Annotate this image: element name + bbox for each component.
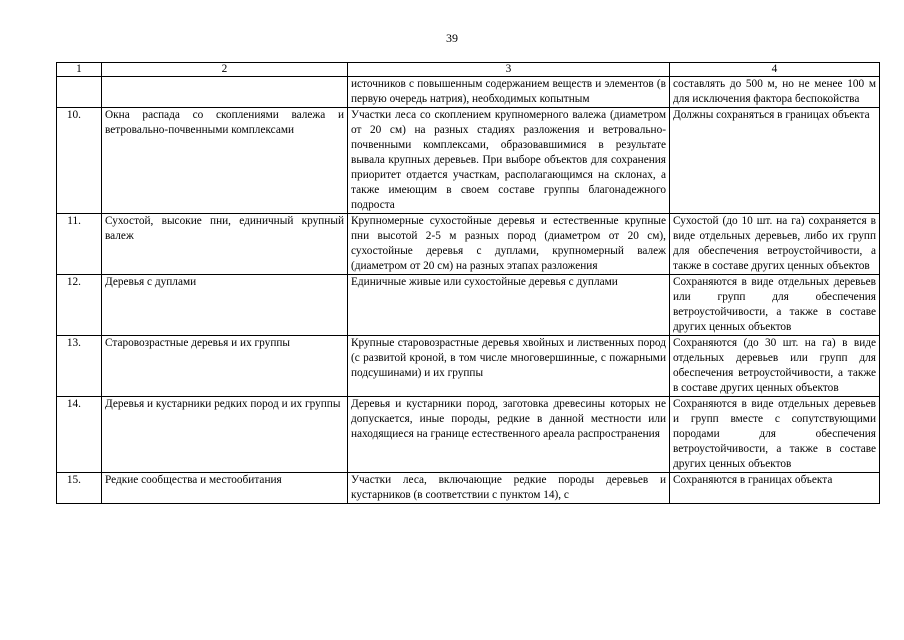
column-header-3: 3: [348, 63, 670, 77]
preservation-requirement: Сохраняются в виде отдельных деревьев и групп вместе с сопутствующими породами для обеспечения ветроустойчивости, а также в составе других ценных объектов: [670, 397, 880, 473]
row-number: 14.: [57, 397, 102, 473]
row-number: 13.: [57, 336, 102, 397]
object-description: Участки леса, включающие редкие породы деревьев и кустарников (в соответствии с пунктом 14), с: [348, 473, 670, 504]
row-number: 12.: [57, 275, 102, 336]
table-row: [57, 77, 880, 108]
table-row: [57, 214, 880, 275]
object-name: Окна распада со скоплениями валежа и ветровально-почвенными комплексами: [102, 108, 348, 214]
object-description: Крупномерные сухостойные деревья и естественные крупные пни высотой 2-5 м разных пород (диаметром от 20 см), сухостойные деревья с дуплами, крупномерный валеж (диаметром от 20 см) на разных этапах разложения: [348, 214, 670, 275]
preservation-requirement: Сохраняются в виде отдельных деревьев или групп для обеспечения ветроустойчивости, а также в составе других ценных объектов: [670, 275, 880, 336]
table-row: [57, 397, 880, 473]
object-name: [102, 77, 348, 108]
preservation-requirement: Сухостой (до 10 шт. на га) сохраняется в виде отдельных деревьев, либо их групп для обеспечения ветроустойчивости, а также в составе других ценных объектов: [670, 214, 880, 275]
object-name: Старовозрастные деревья и их группы: [102, 336, 348, 397]
table-row: [57, 336, 880, 397]
object-description: источников с повышенным содержанием веществ и элементов (в первую очередь натрия), необходимых копытным: [348, 77, 670, 108]
object-name: Деревья и кустарники редких пород и их группы: [102, 397, 348, 473]
preservation-requirement: Сохраняются (до 30 шт. на га) в виде отдельных деревьев или групп для обеспечения ветроустойчивости, а также в составе других ценных объектов: [670, 336, 880, 397]
table-row: [57, 473, 880, 504]
row-number: 15.: [57, 473, 102, 504]
object-description: Крупные старовозрастные деревья хвойных и лиственных пород (с развитой кроной, в том числе многовершинные, с пожарными подсушинами) и их группы: [348, 336, 670, 397]
table-row: [57, 108, 880, 214]
column-header-4: 4: [670, 63, 880, 77]
object-name: Редкие сообщества и местообитания: [102, 473, 348, 504]
preservation-requirement: составлять до 500 м, но не менее 100 м для исключения фактора беспокойства: [670, 77, 880, 108]
row-number: 10.: [57, 108, 102, 214]
row-number: 11.: [57, 214, 102, 275]
criteria-table: [56, 62, 880, 504]
preservation-requirement: Должны сохраняться в границах объекта: [670, 108, 880, 214]
object-name: Деревья с дуплами: [102, 275, 348, 336]
column-header-2: 2: [102, 63, 348, 77]
object-description: Единичные живые или сухостойные деревья с дуплами: [348, 275, 670, 336]
table-row: [57, 275, 880, 336]
object-name: Сухостой, высокие пни, единичный крупный валеж: [102, 214, 348, 275]
table-header-row: [57, 63, 880, 77]
row-number: [57, 77, 102, 108]
object-description: Участки леса со скоплением крупномерного валежа (диаметром от 20 см) на разных стадиях разложения и ветровально-почвенными комплексами, образовавшимися в результате вывала крупных деревьев. При выборе объектов для сохранения приоритет отдается участкам, располагающимся на склонах, а также имеющим в своем составе группы благонадежного подроста: [348, 108, 670, 214]
preservation-requirement: Сохраняются в границах объекта: [670, 473, 880, 504]
column-header-1: 1: [57, 63, 102, 77]
page-number: 39: [446, 31, 458, 45]
object-description: Деревья и кустарники пород, заготовка древесины которых не допускается, иные породы, редкие в данной местности или находящиеся на границе естественного ареала распространения: [348, 397, 670, 473]
